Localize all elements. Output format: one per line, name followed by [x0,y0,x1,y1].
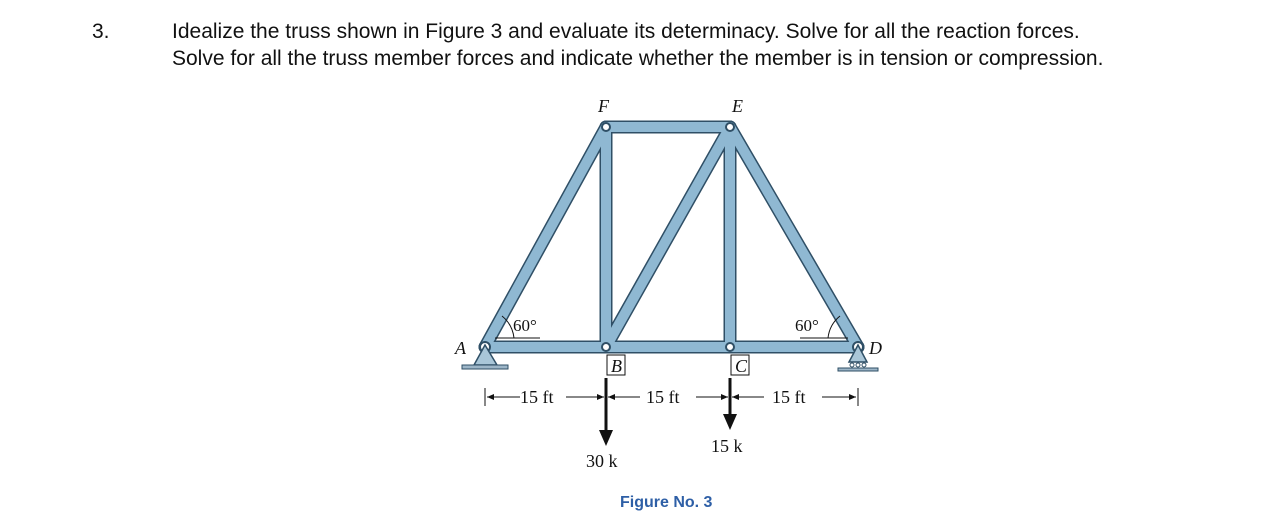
load-arrowhead-b [599,430,613,446]
joint-label-c: C [735,356,748,376]
joint-label-b: B [611,356,622,376]
load-label-b: 30 k [586,451,618,471]
question-line-2: Solve for all the truss member forces and indicate whether the member is in tension or compression. [172,47,1104,70]
load-arrowhead-c [723,414,737,430]
joint-label-a: A [455,338,466,358]
dimension-ab: 15 ft [520,387,554,407]
angle-label-left: 60° [513,316,537,335]
joint-label-e: E [732,96,743,116]
truss-members [485,127,858,347]
question-number: 3. [92,20,110,43]
member-af [485,127,606,347]
figure-caption: Figure No. 3 [620,494,713,511]
joint-label-d: D [869,338,882,358]
member-ed [730,127,858,347]
load-label-c: 15 k [711,436,743,456]
dimension-bc: 15 ft [646,387,680,407]
question-line-1: Idealize the truss shown in Figure 3 and evaluate its determinacy. Solve for all the reaction forces. [172,20,1080,43]
angle-label-right: 60° [795,316,819,335]
member-be [606,127,730,347]
joint-label-f: F [598,96,609,116]
dimension-cd: 15 ft [772,387,806,407]
